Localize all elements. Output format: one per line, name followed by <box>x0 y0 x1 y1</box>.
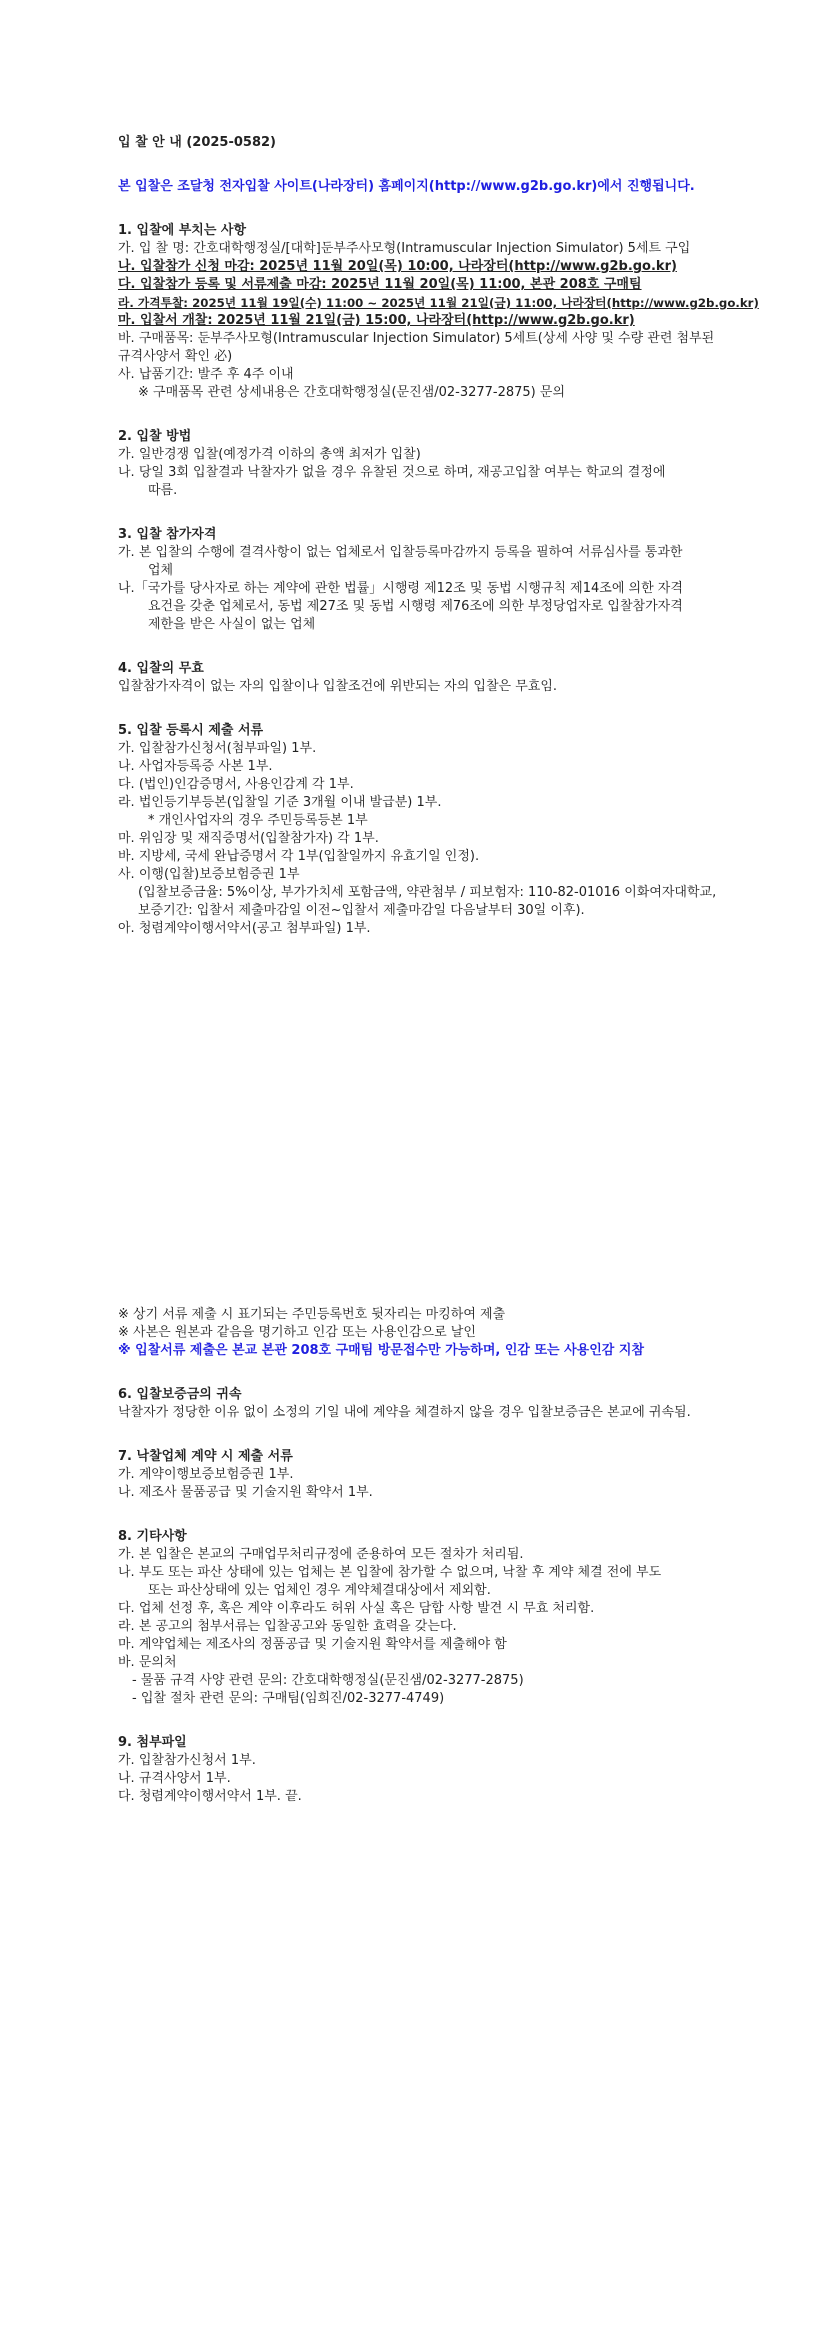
s8-item-d: 라. 본 공고의 첨부서류는 입찰공고와 동일한 효력을 갖는다. <box>118 1619 457 1634</box>
s3-item-a: 가. 본 입찰의 수행에 결격사항이 없는 업체로서 입찰등록마감까지 등록을 필하여 서류심사를 통과한 <box>118 545 683 560</box>
s5-item-g-detail2: 보증기간: 입찰서 제출마감일 이전~입찰서 제출마감일 다음날부터 30일 이후). <box>138 903 585 918</box>
s8-item-b: 나. 부도 또는 파산 상태에 있는 업체는 본 입찰에 참가할 수 없으며, 낙찰 후 계약 체결 전에 부도 <box>118 1565 662 1580</box>
document-title: 입 찰 안 내 (2025-0582) <box>118 135 276 150</box>
s1-item-g: 사. 납품기간: 발주 후 4주 이내 <box>118 367 294 382</box>
s2-item-b: 나. 당일 3회 입찰결과 낙찰자가 없을 경우 유찰된 것으로 하며, 재공고입찰 여부는 학교의 결정에 <box>118 465 666 480</box>
s9-item-a: 가. 입찰참가신청서 1부. <box>118 1753 256 1768</box>
section-6-heading: 6. 입찰보증금의 귀속 <box>118 1387 242 1402</box>
s2-item-b-cont: 따름. <box>148 483 178 498</box>
s5-item-h: 아. 청렴계약이행서약서(공고 첨부파일) 1부. <box>118 921 371 936</box>
s7-item-a: 가. 계약이행보증보험증권 1부. <box>118 1467 294 1482</box>
s1-item-b: 나. 입찰참가 신청 마감: 2025년 11월 20일(목) 10:00, 나라장터(http://www.g2b.go.kr) <box>118 259 677 274</box>
s8-item-f: 바. 문의처 <box>118 1655 177 1670</box>
s8-item-b-cont: 또는 파산상태에 있는 업체인 경우 계약체결대상에서 제외함. <box>148 1583 491 1598</box>
s8-item-a: 가. 본 입찰은 본교의 구매업무처리규정에 준용하여 모든 절차가 처리됨. <box>118 1547 524 1562</box>
s5-item-d-note: * 개인사업자의 경우 주민등록등본 1부 <box>148 813 368 828</box>
s6-text: 낙찰자가 정당한 이유 없이 소정의 기일 내에 계약을 체결하지 않을 경우 입찰보증금은 본교에 귀속됨. <box>118 1405 691 1420</box>
s9-item-c: 다. 청렴계약이행서약서 1부. 끝. <box>118 1789 302 1804</box>
s8-contact-procedure: - 입찰 절차 관련 문의: 구매팀(임희진/02-3277-4749) <box>132 1691 445 1706</box>
s9-item-b: 나. 규격사양서 1부. <box>118 1771 231 1786</box>
s1-item-f: 바. 구매품목: 둔부주사모형(Intramuscular Injection Simulator) 5세트(상세 사양 및 수량 관련 첨부된 <box>118 331 715 346</box>
s5-item-f: 바. 지방세, 국세 완납증명서 각 1부(입찰일까지 유효기일 인정). <box>118 849 480 864</box>
section-5-heading: 5. 입찰 등록시 제출 서류 <box>118 723 264 738</box>
s3-item-a-cont: 업체 <box>148 563 174 578</box>
section-8-heading: 8. 기타사항 <box>118 1529 187 1544</box>
section-2-heading: 2. 입찰 방법 <box>118 429 192 444</box>
s1-item-d: 라. 가격투찰: 2025년 11월 19일(수) 11:00 ~ 2025년 11월 21일(금) 11:00, 나라장터(http://www.g2b.go.kr) <box>118 296 759 310</box>
s2-item-a: 가. 일반경쟁 입찰(예정가격 이하의 총액 최저가 입찰) <box>118 447 421 462</box>
s1-item-c: 다. 입찰참가 등록 및 서류제출 마감: 2025년 11월 20일(목) 11:00, 본관 208호 구매팀 <box>118 277 642 292</box>
section-7-heading: 7. 낙찰업체 계약 시 제출 서류 <box>118 1449 293 1464</box>
section-1-heading: 1. 입찰에 부치는 사항 <box>118 223 247 238</box>
s5-item-e: 마. 위임장 및 재직증명서(입찰참가자) 각 1부. <box>118 831 379 846</box>
s3-item-b: 나.「국가를 당사자로 하는 계약에 관한 법률」시행령 제12조 및 동법 시행규칙 제14조에 의한 자격 <box>118 581 683 596</box>
s1-note: ※ 구매품목 관련 상세내용은 간호대학행정실(문진샘/02-3277-2875) 문의 <box>138 385 566 400</box>
s4-text: 입찰참가자격이 없는 자의 입찰이나 입찰조건에 위반되는 자의 입찰은 무효임. <box>118 679 558 694</box>
section-9-heading: 9. 첨부파일 <box>118 1735 187 1750</box>
section-3-heading: 3. 입찰 참가자격 <box>118 527 217 542</box>
section-4-heading: 4. 입찰의 무효 <box>118 661 204 676</box>
notice-banner: 본 입찰은 조달청 전자입찰 사이트(나라장터) 홈페이지(http://www.g2b.go.kr)에서 진행됩니다. <box>118 179 695 194</box>
s7-item-b: 나. 제조사 물품공급 및 기술지원 확약서 1부. <box>118 1485 373 1500</box>
s5-note-2: ※ 사본은 원본과 같음을 명기하고 인감 또는 사용인감으로 날인 <box>118 1325 476 1340</box>
s1-item-a: 가. 입 찰 명: 간호대학행정실/[대학]둔부주사모형(Intramuscular Injection Simulator) 5세트 구입 <box>118 241 691 256</box>
s5-note-1: ※ 상기 서류 제출 시 표기되는 주민등록번호 뒷자리는 마킹하여 제출 <box>118 1307 506 1322</box>
s5-item-g: 사. 이행(입찰)보증보험증권 1부 <box>118 867 300 882</box>
s5-item-d: 라. 법인등기부등본(입찰일 기준 3개월 이내 발급분) 1부. <box>118 795 442 810</box>
s8-item-c: 다. 업체 선정 후, 혹은 계약 이후라도 허위 사실 혹은 담합 사항 발견 시 무효 처리함. <box>118 1601 595 1616</box>
s5-item-b: 나. 사업자등록증 사본 1부. <box>118 759 273 774</box>
s1-item-f-cont: 규격사양서 확인 必) <box>118 349 233 364</box>
s1-item-e: 마. 입찰서 개찰: 2025년 11월 21일(금) 15:00, 나라장터(http://www.g2b.go.kr) <box>118 313 635 328</box>
s3-item-b-cont2: 제한을 받은 사실이 없는 업체 <box>148 617 316 632</box>
s5-item-a: 가. 입찰참가신청서(첨부파일) 1부. <box>118 741 317 756</box>
s5-note-3: ※ 입찰서류 제출은 본교 본관 208호 구매팀 방문접수만 가능하며, 인감 또는 사용인감 지참 <box>118 1343 644 1358</box>
s8-contact-spec: - 물품 규격 사양 관련 문의: 간호대학행정실(문진샘/02-3277-2875) <box>132 1673 524 1688</box>
s5-item-c: 다. (법인)인감증명서, 사용인감계 각 1부. <box>118 777 354 792</box>
s3-item-b-cont1: 요건을 갖춘 업체로서, 동법 제27조 및 동법 시행령 제76조에 의한 부정당업자로 입찰참가자격 <box>148 599 683 614</box>
s5-item-g-detail1: (입찰보증금율: 5%이상, 부가가치세 포함금액, 약관첨부 / 피보험자: 110-82-01016 이화여자대학교, <box>138 885 717 900</box>
s8-item-e: 마. 계약업체는 제조사의 정품공급 및 기술지원 확약서를 제출해야 함 <box>118 1637 507 1652</box>
